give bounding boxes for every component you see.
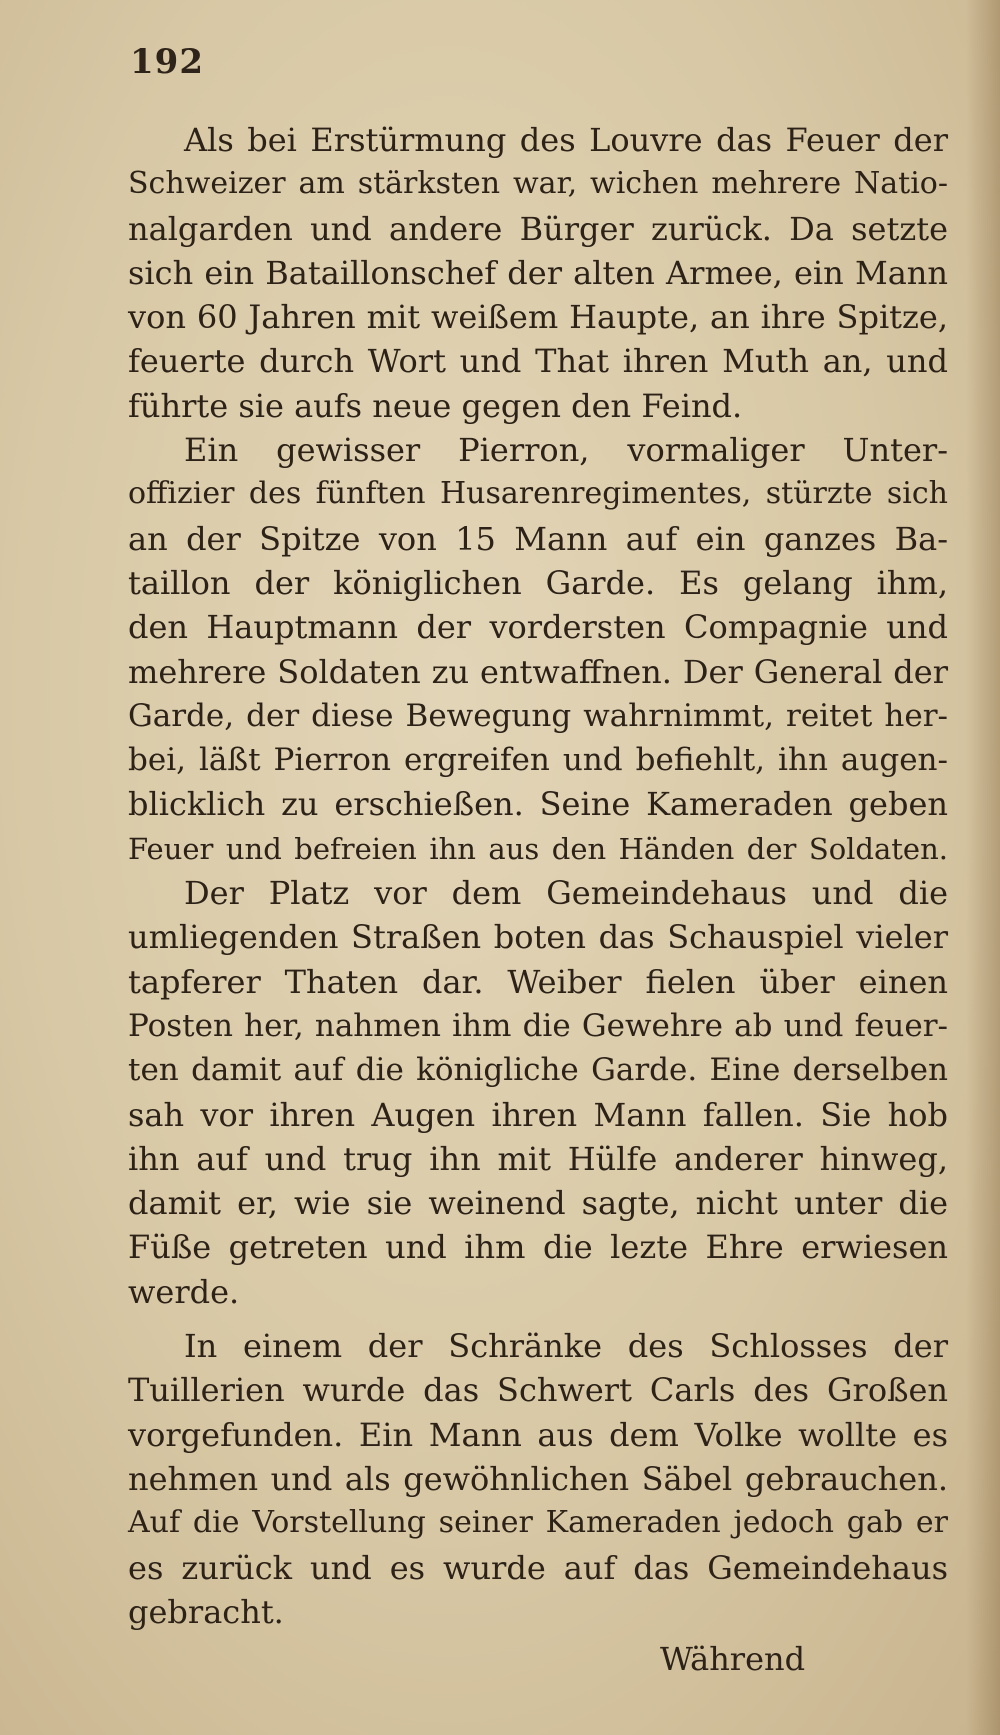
text-line: an der Spitze von 15 Mann auf ein ganzes Ba- xyxy=(128,519,948,558)
text-line: offizier des fünften Husarenregimentes, stürzte sich xyxy=(128,476,948,512)
text-line: ten damit auf die königliche Garde. Eine derselben xyxy=(128,1052,948,1089)
text-line: ihn auf und trug ihn mit Hülfe anderer hinweg, xyxy=(128,1139,948,1178)
page-number: 192 xyxy=(130,42,204,82)
text-line: nalgarden und andere Bürger zurück. Da setzte xyxy=(128,209,948,248)
catchword: Während xyxy=(660,1640,806,1678)
text-line: Garde, der diese Bewegung wahrnimmt, reitet her- xyxy=(128,697,948,734)
paragraph-1 xyxy=(128,118,948,428)
text-line: Tuillerien wurde das Schwert Carls des Großen xyxy=(128,1371,948,1410)
text-line: führte sie aufs neue gegen den Feind. xyxy=(128,386,743,425)
text-line: es zurück und es wurde auf das Gemeindehaus xyxy=(128,1548,948,1587)
text-line: mehrere Soldaten zu entwaffnen. Der General der xyxy=(128,652,948,691)
paragraph-3 xyxy=(128,871,948,1314)
text-line: gebracht. xyxy=(128,1592,284,1631)
paragraph-gap xyxy=(128,1314,948,1324)
text-line: vorgefunden. Ein Mann aus dem Volke wollte es xyxy=(128,1415,948,1454)
text-line: sich ein Bataillonschef der alten Armee, ein Mann xyxy=(128,253,948,292)
text-line: In einem der Schränke des Schlosses der xyxy=(184,1327,948,1366)
text-line: sah vor ihren Augen ihren Mann fallen. Sie hob xyxy=(128,1095,948,1134)
text-line: Posten her, nahmen ihm die Gewehre ab und feuer- xyxy=(128,1007,948,1044)
text-line: taillon der königlichen Garde. Es gelang ihm, xyxy=(128,563,948,602)
text-line: damit er, wie sie weinend sagte, nicht unter die xyxy=(128,1184,948,1223)
text-line: von 60 Jahren mit weißem Haupte, an ihre Spitze, xyxy=(128,298,948,337)
text-line: umliegenden Straßen boten das Schauspiel vieler xyxy=(128,918,948,957)
text-line: Feuer und befreien ihn aus den Händen der Soldaten. xyxy=(128,831,948,866)
text-line: Auf die Vorstellung seiner Kameraden jedoch gab er xyxy=(128,1505,948,1541)
text-line: feuerte durch Wort und That ihren Muth an, und xyxy=(128,342,948,381)
text-line: nehmen und als gewöhnlichen Säbel gebrauchen. xyxy=(128,1459,948,1498)
text-line: werde. xyxy=(128,1272,240,1311)
paragraph-2 xyxy=(128,428,948,871)
page-edge-shadow xyxy=(966,0,1000,1735)
text-line: Füße getreten und ihm die lezte Ehre erwiesen xyxy=(128,1228,948,1267)
text-line: Schweizer am stärksten war, wichen mehrere Natio- xyxy=(128,166,948,202)
text-line: bei, läßt Pierron ergreifen und befiehlt, ihn augen- xyxy=(128,742,948,779)
text-line: Als bei Erstürmung des Louvre das Feuer der xyxy=(184,121,948,159)
paragraph-4 xyxy=(128,1324,948,1634)
text-line: Der Platz vor dem Gemeindehaus und die xyxy=(184,874,948,913)
text-line: Ein gewisser Pierron, vormaliger Unter- xyxy=(184,431,948,470)
text-line: den Hauptmann der vordersten Compagnie und xyxy=(128,608,948,647)
text-line: tapferer Thaten dar. Weiber fielen über einen xyxy=(128,962,948,1001)
body-text xyxy=(128,118,948,1634)
text-line: blicklich zu erschießen. Seine Kameraden geben xyxy=(128,785,948,824)
